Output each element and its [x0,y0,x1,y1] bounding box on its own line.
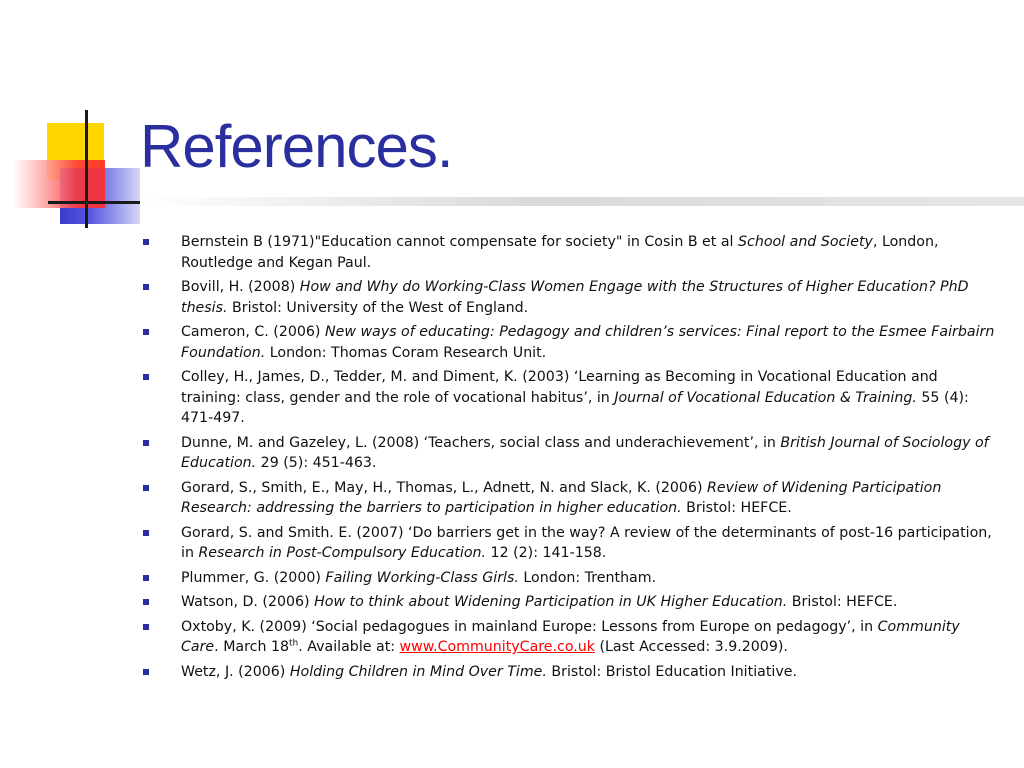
reference-item [140,277,1000,318]
title-decoration [0,0,140,240]
reference-text: 55 (4): 471-497. [181,389,969,426]
reference-item [140,232,1000,273]
reference-text: 12 (2): 141-158. [486,545,607,561]
reference-text: Wetz, J. (2006) [181,663,290,680]
reference-item [140,478,1000,519]
reference-item [140,523,1000,564]
reference-text: Oxtoby, K. (2009) ‘Social pedagogues in mainland Europe: Lessons from Europe on pedagogy’, in [181,618,878,635]
reference-title-italic: British Journal of Sociology of Education. [181,434,989,471]
reference-title-italic: School and Society [738,234,873,250]
decoration-vertical-line [85,110,88,228]
title-underline [140,197,1024,206]
reference-text: Bristol: HEFCE. [681,500,792,516]
reference-title-italic: New ways of educating: Pedagogy and children’s services: Final report to the Esmee Fairbairn Foundation. [181,324,995,361]
reference-title-italic: Journal of Vocational Education & Training. [614,389,917,406]
reference-item [140,322,1000,363]
reference-text: , London, Routledge and Kegan Paul. [181,234,939,271]
reference-item [140,433,1000,474]
reference-item [140,617,1000,658]
reference-title-italic: Research in Post-Compulsory Education. [198,545,487,561]
reference-title-italic: How to think about Widening Participation in UK Higher Education. [314,594,788,610]
reference-text: London: Trentham. [518,569,657,586]
reference-list [140,232,1000,686]
reference-text: Bovill, H. (2008) [181,279,300,295]
reference-title-italic: Failing Working-Class Girls. [325,569,519,586]
reference-text: . Available at: [298,639,400,655]
reference-text: Watson, D. (2006) [181,594,315,610]
reference-item [140,367,1000,429]
slide-title: References. [140,113,453,180]
reference-title-italic: Community Care [181,618,960,655]
reference-text: Cameron, C. (2006) [181,324,325,340]
reference-superscript: th [289,638,299,649]
reference-text: Plummer, G. (2000) [181,569,326,586]
reference-item [140,568,1000,589]
decoration-horizontal-line [48,201,140,204]
reference-text: 29 (5): 451-463. [256,455,377,471]
reference-title-italic: How and Why do Working-Class Women Engage with the Structures of Higher Education? PhD thesis. [181,279,969,316]
reference-item [140,592,1000,613]
reference-title-italic: Holding Children in Mind Over Time. [289,663,547,680]
reference-text: Gorard, S., Smith, E., May, H., Thomas, L., Adnett, N. and Slack, K. (2006) [181,479,708,496]
reference-text: Gorard, S. and Smith. E. (2007) ‘Do barriers get in the way? A review of the determinants of post-16 participation, in [181,524,992,561]
reference-text: (Last Accessed: 3.9.2009). [594,639,788,655]
reference-text: . March 18 [214,639,290,655]
reference-text: Bernstein B (1971)"Education cannot compensate for society" in Cosin B et al [181,234,739,250]
reference-item [140,662,1000,683]
reference-text: Bristol: University of the West of England. [227,299,529,316]
reference-text: London: Thomas Coram Research Unit. [265,344,547,361]
reference-text: Dunne, M. and Gazeley, L. (2008) ‘Teachers, social class and underachievement’, in [181,434,781,451]
reference-text: Colley, H., James, D., Tedder, M. and Diment, K. (2003) ‘Learning as Becoming in Vocational Education and training: class, gender and the role of vocational habitus’, in [181,369,938,406]
reference-text: Bristol: HEFCE. [787,594,898,610]
reference-link[interactable]: www.CommunityCare.co.uk [399,639,595,655]
reference-title-italic: Review of Widening Participation Research: addressing the barriers to participation in higher education. [181,479,942,516]
reference-text: Bristol: Bristol Education Initiative. [546,663,797,680]
